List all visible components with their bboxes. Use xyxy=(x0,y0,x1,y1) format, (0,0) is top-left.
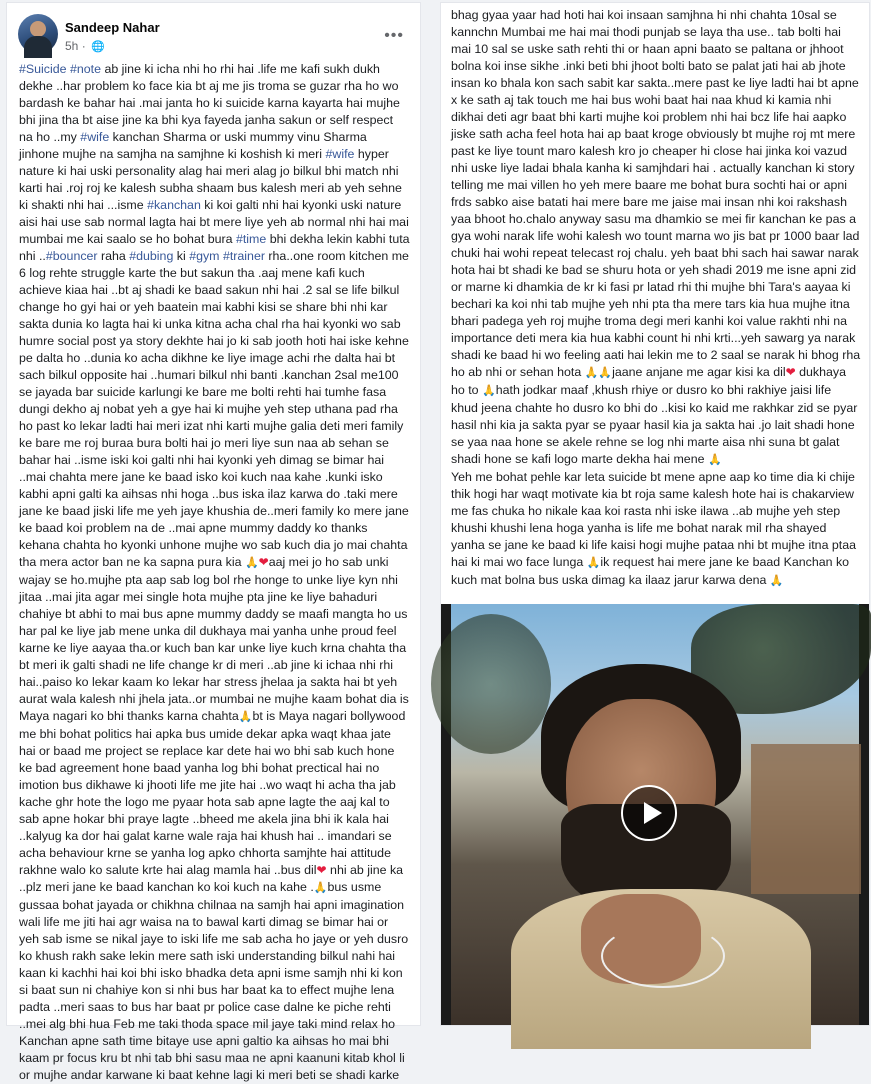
hashtag-link[interactable]: #trainer xyxy=(222,249,265,263)
dot-separator: · xyxy=(81,39,90,53)
hashtag-link[interactable]: #Suicide xyxy=(19,62,67,76)
avatar-head xyxy=(30,21,46,37)
post-text-segment: ki koi galti nhi hai kyonki uski nature aisi hai use sab normal lagta hai bt mere liye yeh ab normal nhi hai mai mumbai me kai saalo se ho bohat bura xyxy=(19,198,409,246)
hashtag-link[interactable]: #dubing xyxy=(129,249,174,263)
post-card-right xyxy=(440,2,870,1026)
folded-hands-icon: 🙏 xyxy=(769,575,784,587)
video-player[interactable] xyxy=(441,604,869,1025)
post-text-segment: rha..one room kitchen me 6 log rehte struggle karte the but sakun tha .aaj mene kafi kuch achieve kiaa hai ..bt aj shadi ke baad sakun nhi hai .2 sal se life bilkul change ho gyi hai or yeh baatein mai kabhi kisi se share bhi nhi kar sakta dunia ko lagta hai ki unka kitna acha chal rha hai kyonki wo sab humre social post ya story dekhte hai jo ki sab jooth hoti hai iske kehne pe dalta ho ..dunia ko acha dikhne ke liye image achi rhe dalta hai bt sach bilkul opposite hai ..humari bilkul nhi banti .kanchan 2sal me100 se jayada bar suicide karlungi ke bare me bolti rehti hai tumhe fasa dungi dekho aj nobat yeh a gye hai ki mujhe yeh step uthana pad rha ho past ko lekar ladti hai meri izat nhi karti mujhe galia deti meri family ke bare me roj buraa bura bolti hai jo meri liye sun naa ab sehan se bahar hai ..isme iski koi galti nhi hai kyonki yeh dimag se bimar hai ..mai chahta mere jane ke baad isko koi kuch naa kahe .kunki isko kabhi apni galti ka aihsas nhi hoga ..bus iska ilaz karwa do .taki mere jane ke baad jiski life me yeh jaye khushia de..meri family ko mere jane ke baad koi problem na de ..mai apne mummy daddy ko thanks kehana chahta ho kyonki unhone mujhe wo sab kuch dia jo mai chahta tha mera actor ban ne ka sapna pura kia xyxy=(19,249,409,569)
hashtag-link[interactable]: #wife xyxy=(325,147,355,161)
post-time[interactable]: 5h xyxy=(65,39,79,53)
post-header xyxy=(7,3,420,61)
avatar[interactable] xyxy=(18,14,58,54)
post-text-segment: ik request hai mere jane ke baad Kanchan ko kuch mat bolna bus uska dimag ka ilaaz jarur karwa dena xyxy=(451,555,850,587)
post-text-segment: jaane anjane me agar kisi ka dil xyxy=(612,365,786,379)
video-tree-left xyxy=(431,614,551,754)
post-text-segment: bt is Maya nagari bollywood me bhi bohat politics hai apka bus umide dekar apka waqt khaa jate hai or baad me project se replace kar dete hai wo bhi sab kuch hone ke bad agreement hone baad yanha log bhi bohat prectical hai no imotion bus dikhawe ki jhooti life me jite hai ..wo waqt hi acha tha jab kache ghr hote the logo me pyaar hota sab apne lagte the aaj kal to sab apne hokar bhi praye lagte ..bheed me akela jina bhi ik kala hai ..kalyug ka dor hai galat karne wale raja hai khush hai .. imandari se acha behaviour krne se yanha log apko chhorta samjhte hai attitude rakhne walo ko salute krte hai alag mamla hai ..bus dil xyxy=(19,709,406,877)
post-text-right xyxy=(441,7,869,590)
folded-hands-icon: 🙏 xyxy=(707,454,722,466)
hashtag-link[interactable]: #time xyxy=(235,232,267,246)
hashtag-link[interactable]: #kanchan xyxy=(147,198,201,212)
post-text-segment: nhi ab jine ka ..plz meri jane ke baad kanchan ko koi kuch na kahe . xyxy=(19,863,404,894)
folded-hands-icon: 🙏 xyxy=(586,557,601,569)
video-wall xyxy=(751,744,861,894)
post-text-segment: Yeh me bohat pehle kar leta suicide bt mene apne aap ko time dia ki chije thik hogi har waqt motivate kia bt roja same kalesh hote hai is chakarview me fas chuka ho nikale kaa koi rasta nhi iske ilawa ..ab mujhe yeh step khushi khushi lena hoga yanha is life me bohat narak mil rha shayed yanha se jane ke baad ki life kaisi hogi mujhe pataa nhi bt mujhe itna ptaa hai ki mai wo face lunga xyxy=(451,470,857,569)
folded-hands-icon: 🙏 xyxy=(313,882,328,894)
globe-icon: 🌐 xyxy=(91,41,105,53)
more-options-icon[interactable]: ••• xyxy=(384,27,404,44)
play-icon[interactable] xyxy=(621,785,677,841)
hashtag-link[interactable]: #gym xyxy=(189,249,220,263)
heart-icon: ❤ xyxy=(785,365,796,379)
hashtag-link[interactable]: #note xyxy=(69,62,101,76)
post-text-segment: raha xyxy=(97,249,130,263)
post-text-segment: ab jine ki icha nhi ho rhi hai .life me kafi sukh dukh dekhe ..har problem ko face kia bt aj me jis troma se guzar rha ho wo bardash ke bahar hai .mai janta ho ki suicide karna kayarta hai mujhe bhi jina tha bt aise jine ka bhi kya fayeda janha sakun or self respect na ho ..my xyxy=(19,62,400,144)
hashtag-link[interactable]: #wife xyxy=(80,130,110,144)
post-text-segment: dukhaya ho to xyxy=(451,365,846,397)
video-earphone-cable xyxy=(601,924,725,988)
post-text-segment: hath jodkar maaf ,khush rhiye or dusro ko bhi rakhiye jaisi life khud jeena chahte ho dusro ko bhi do ..kisi ko kaid me rakhkar zid se pyar hasil nhi kia ja sakta pyar se pyaar hasil kia ja sakta hai .jo lait shadi hone se yaa naa hone se akele rehne se log nhi marte aisa nhi suna bt galat shadi hone se kafi logo marte dekha hai mene xyxy=(451,383,858,466)
folded-hands-icon: 🙏 xyxy=(244,557,259,569)
post-text-segment: bhi dekha lekin kabhi tuta nhi .. xyxy=(19,232,410,263)
post-text-segment: bus usme gussaa bohat jayada or chikhna chilnaa na samjh hai apni imagination wali life me jiti hai agr waisa na to bawal karti dimag se bimar hai or yeh sab isme se nikal jaye to iski life me sab acha ho jaye or yeh dusro ko khush rakh sake lekin mere sath iski understanding bilkul nahi hai kaan ki kachhi hai koi bhi isko bhadka deta apni isme samjh nhi ki kon si baat sun ni chahiye kon si nhi bus har baat ka to effect mujhe lena padta ..meri saas to bus har baat pr police case dalne ke piche rehti ..mei alg bhi hua Feb me taki thoda space mil jaye taki mind relax ho Kanchan apne sath time bitaye use apni galtio ka aihsas ho mai bhi kaam pr focus kru bt nhi tab bhi sasu maa ne apni kaanuni kitab khol li or mujhe andar karwane ki baat kehne lagi ki meri beti se shadi karke xyxy=(19,880,409,1082)
post-text-segment: hyper nature ki hai uski personality alag hai meri alag jo bilkul bhi match nhi karti hai .roj roj ke kalesh subha shaam bus kalesh meri ab yeh sehne ki shakti nhi hai ...isme xyxy=(19,147,402,212)
folded-hands-icon: 🙏🙏 xyxy=(584,367,613,379)
avatar-body xyxy=(24,36,52,58)
author-name[interactable]: Sandeep Nahar xyxy=(65,20,160,35)
post-text-segment: bhag gyaa yaar had hoti hai koi insaan samjhna hi nhi chahta 10sal se kannchn Mumbai me hai mai thodi punjab se laya tha use.. tab bolti hai mai 10 sal se uske sath rehti thi or haan apni baato se paltana or jhhoot bolna koi inse sikhe .inki beti bhi jhoot bolti bato se palat jati hai ab jhote insan ko bhala kon sach sabit kar sakta..mere past ke liye ladti hai bt apne x ke sath aj tak touch me hai bus wohi baat hai naa khud ki kamia nhi dikhai deti agr baat bhi karti mujhe koi problem nhi hai bcz life hai aapko jiske sath acha feel hota hai ap baat kroge obviously bt mujhe roj mt mere past ke liye tount maro kalesh kro jo cheaper hi close hai jinka koi vazud nhi uske liye ladai bhala kanha ki samjhdari hai . actually kanchan ki story telling me mai villen ho yeh mere baare me bohat bura sochti hai or apni frds sabko aise batati hai mere bare me jaise mai insan nhi koi rakshash yaa bhoot ho.chalo anyway sasu ma dhamkio se mei fir kanchan ke pas a gya wohi narak life wohi kalesh wo tount marna wo jis bat pr 1000 baar lad chuki hai wohi repeat telecast roj chalu. yeh baat bhi sach hai sawar narak hota hai bt shadi ke bad se shuru hota or yeh shadi 2019 me isne apni zid or marne ki dhamkia de kr ki fasi pr latad rhi thi mujhe bhi Tara's aayaa ki bechari ka koi nhi tab mujhe yeh nhi pta tha mere tars kia hua mujhe itna bhari padega yeh roj mujhe troma degi meri kanhi koi value rakhti nhi na importance deti mera kia hua kabhi count hi nhi krti...yeh sawarg ya narak shadi ke baad hi wo feeling aati hai lekin me to 2 saal se narak hi bhog rha ho ab nhi or sehan hota xyxy=(451,8,861,379)
post-text-segment: kanchan Sharma or uski mummy vinu Sharma jinhone mujhe na samjha na samjhne ki koshish ki meri xyxy=(19,130,367,161)
folded-hands-icon: 🙏 xyxy=(238,711,253,723)
heart-icon: ❤ xyxy=(258,555,269,569)
post-text-left xyxy=(7,61,420,1084)
post-text-segment: ki xyxy=(173,249,190,263)
hashtag-link[interactable]: #bouncer xyxy=(45,249,98,263)
post-card-left xyxy=(6,2,421,1082)
heart-icon: ❤ xyxy=(316,863,327,877)
post-text-segment: aaj mei jo ho sab unki wajay se ho.mujhe pta aap sab log bol rhe honge to unke liye kyn nhi jitaa ..mai jita agar mei single hota mujhe pta jine ke liye bahaduri chahiye bt abhi to mai bus apne mummy daddy se maafi mangta ho us har pal ke liye jab mene unka dil dukhaya mai yanha unhe proud feel karne ke liye aayaa tha.or kuch ban kar unke liye kuch krna chahta tha bt meri ik galti shadi ne life change kr di meri ..ab jine ki ichaa nhi rhi hai..paiso ko lekar kaam ko lekar har stress jhelaa ja sakta hai bt yeh aurat wala kalesh nhi jhela jata..or mumbai ne mujhe kaam bohat dia is Maya nagari ko bhi thanks karna chahta xyxy=(19,555,409,723)
post-meta xyxy=(65,39,105,53)
folded-hands-icon: 🙏 xyxy=(482,385,496,397)
